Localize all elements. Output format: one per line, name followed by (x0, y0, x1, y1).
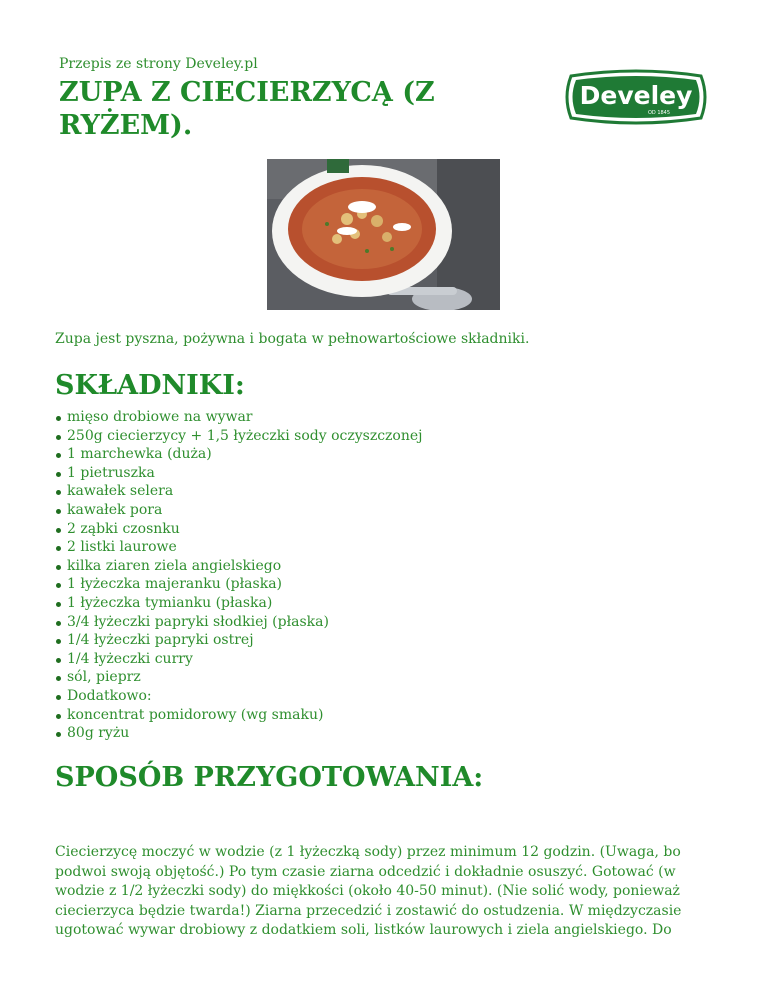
ingredient-item: 2 listki laurowe (55, 538, 423, 557)
ingredients-heading: SKŁADNIKI: (55, 370, 245, 401)
ingredient-item: kawałek selera (55, 482, 423, 501)
ingredient-item: Dodatkowo: (55, 687, 423, 706)
ingredient-item: 1 marchewka (duża) (55, 445, 423, 464)
ingredient-item: 1 łyżeczka majeranku (płaska) (55, 575, 423, 594)
source-line: Przepis ze strony Develey.pl (59, 56, 258, 72)
develey-logo (563, 68, 709, 126)
method-text: Ciecierzycę moczyć w wodzie (z 1 łyżeczką sody) przez minimum 12 godzin. (Uwaga, bo podwoi swoją objętość.) Po tym czasie ziarna odcedzić i dokładnie osuszyć. Gotować (w wodzie z 1/2 łyżeczki sody) do miękkości (około 40-50 minut). (Nie solić wody, ponieważ ciecierzyca będzie twarda!) Ziarna przecedzić i zostawić do ostudzenia. W międzyczasie ugotować wywar drobiowy z dodatkiem soli, listków laurowych i ziela angielskiego. Do (55, 844, 682, 938)
ingredient-item: sól, pieprz (55, 668, 423, 687)
logo-tagline: OD 1845 (647, 110, 671, 116)
ingredient-item: 1 pietruszka (55, 464, 423, 483)
intro-text: Zupa jest pyszna, pożywna i bogata w pełnowartościowe składniki. (55, 331, 530, 347)
logo-brand: Develey (579, 81, 693, 110)
ingredient-item: 3/4 łyżeczki papryki słodkiej (płaska) (55, 613, 423, 632)
ingredient-item: 1/4 łyżeczki papryki ostrej (55, 631, 423, 650)
ingredient-item: 2 ząbki czosnku (55, 520, 423, 539)
recipe-title: ZUPA Z CIECIERZYCĄ (Z RYŻEM). (59, 77, 435, 141)
ingredients-list (55, 408, 423, 743)
ingredient-item: koncentrat pomidorowy (wg smaku) (55, 706, 423, 725)
ingredient-item: mięso drobiowe na wywar (55, 408, 423, 427)
method-heading: SPOSÓB PRZYGOTOWANIA: (55, 762, 484, 793)
ingredient-item: 1 łyżeczka tymianku (płaska) (55, 594, 423, 613)
ingredient-item: 1/4 łyżeczki curry (55, 650, 423, 669)
ingredient-item: 250g ciecierzycy + 1,5 łyżeczki sody oczyszczonej (55, 427, 423, 446)
ingredient-item: kilka ziaren ziela angielskiego (55, 557, 423, 576)
ingredient-item: kawałek pora (55, 501, 423, 520)
soup-photo (267, 159, 500, 310)
ingredient-item: 80g ryżu (55, 724, 423, 743)
